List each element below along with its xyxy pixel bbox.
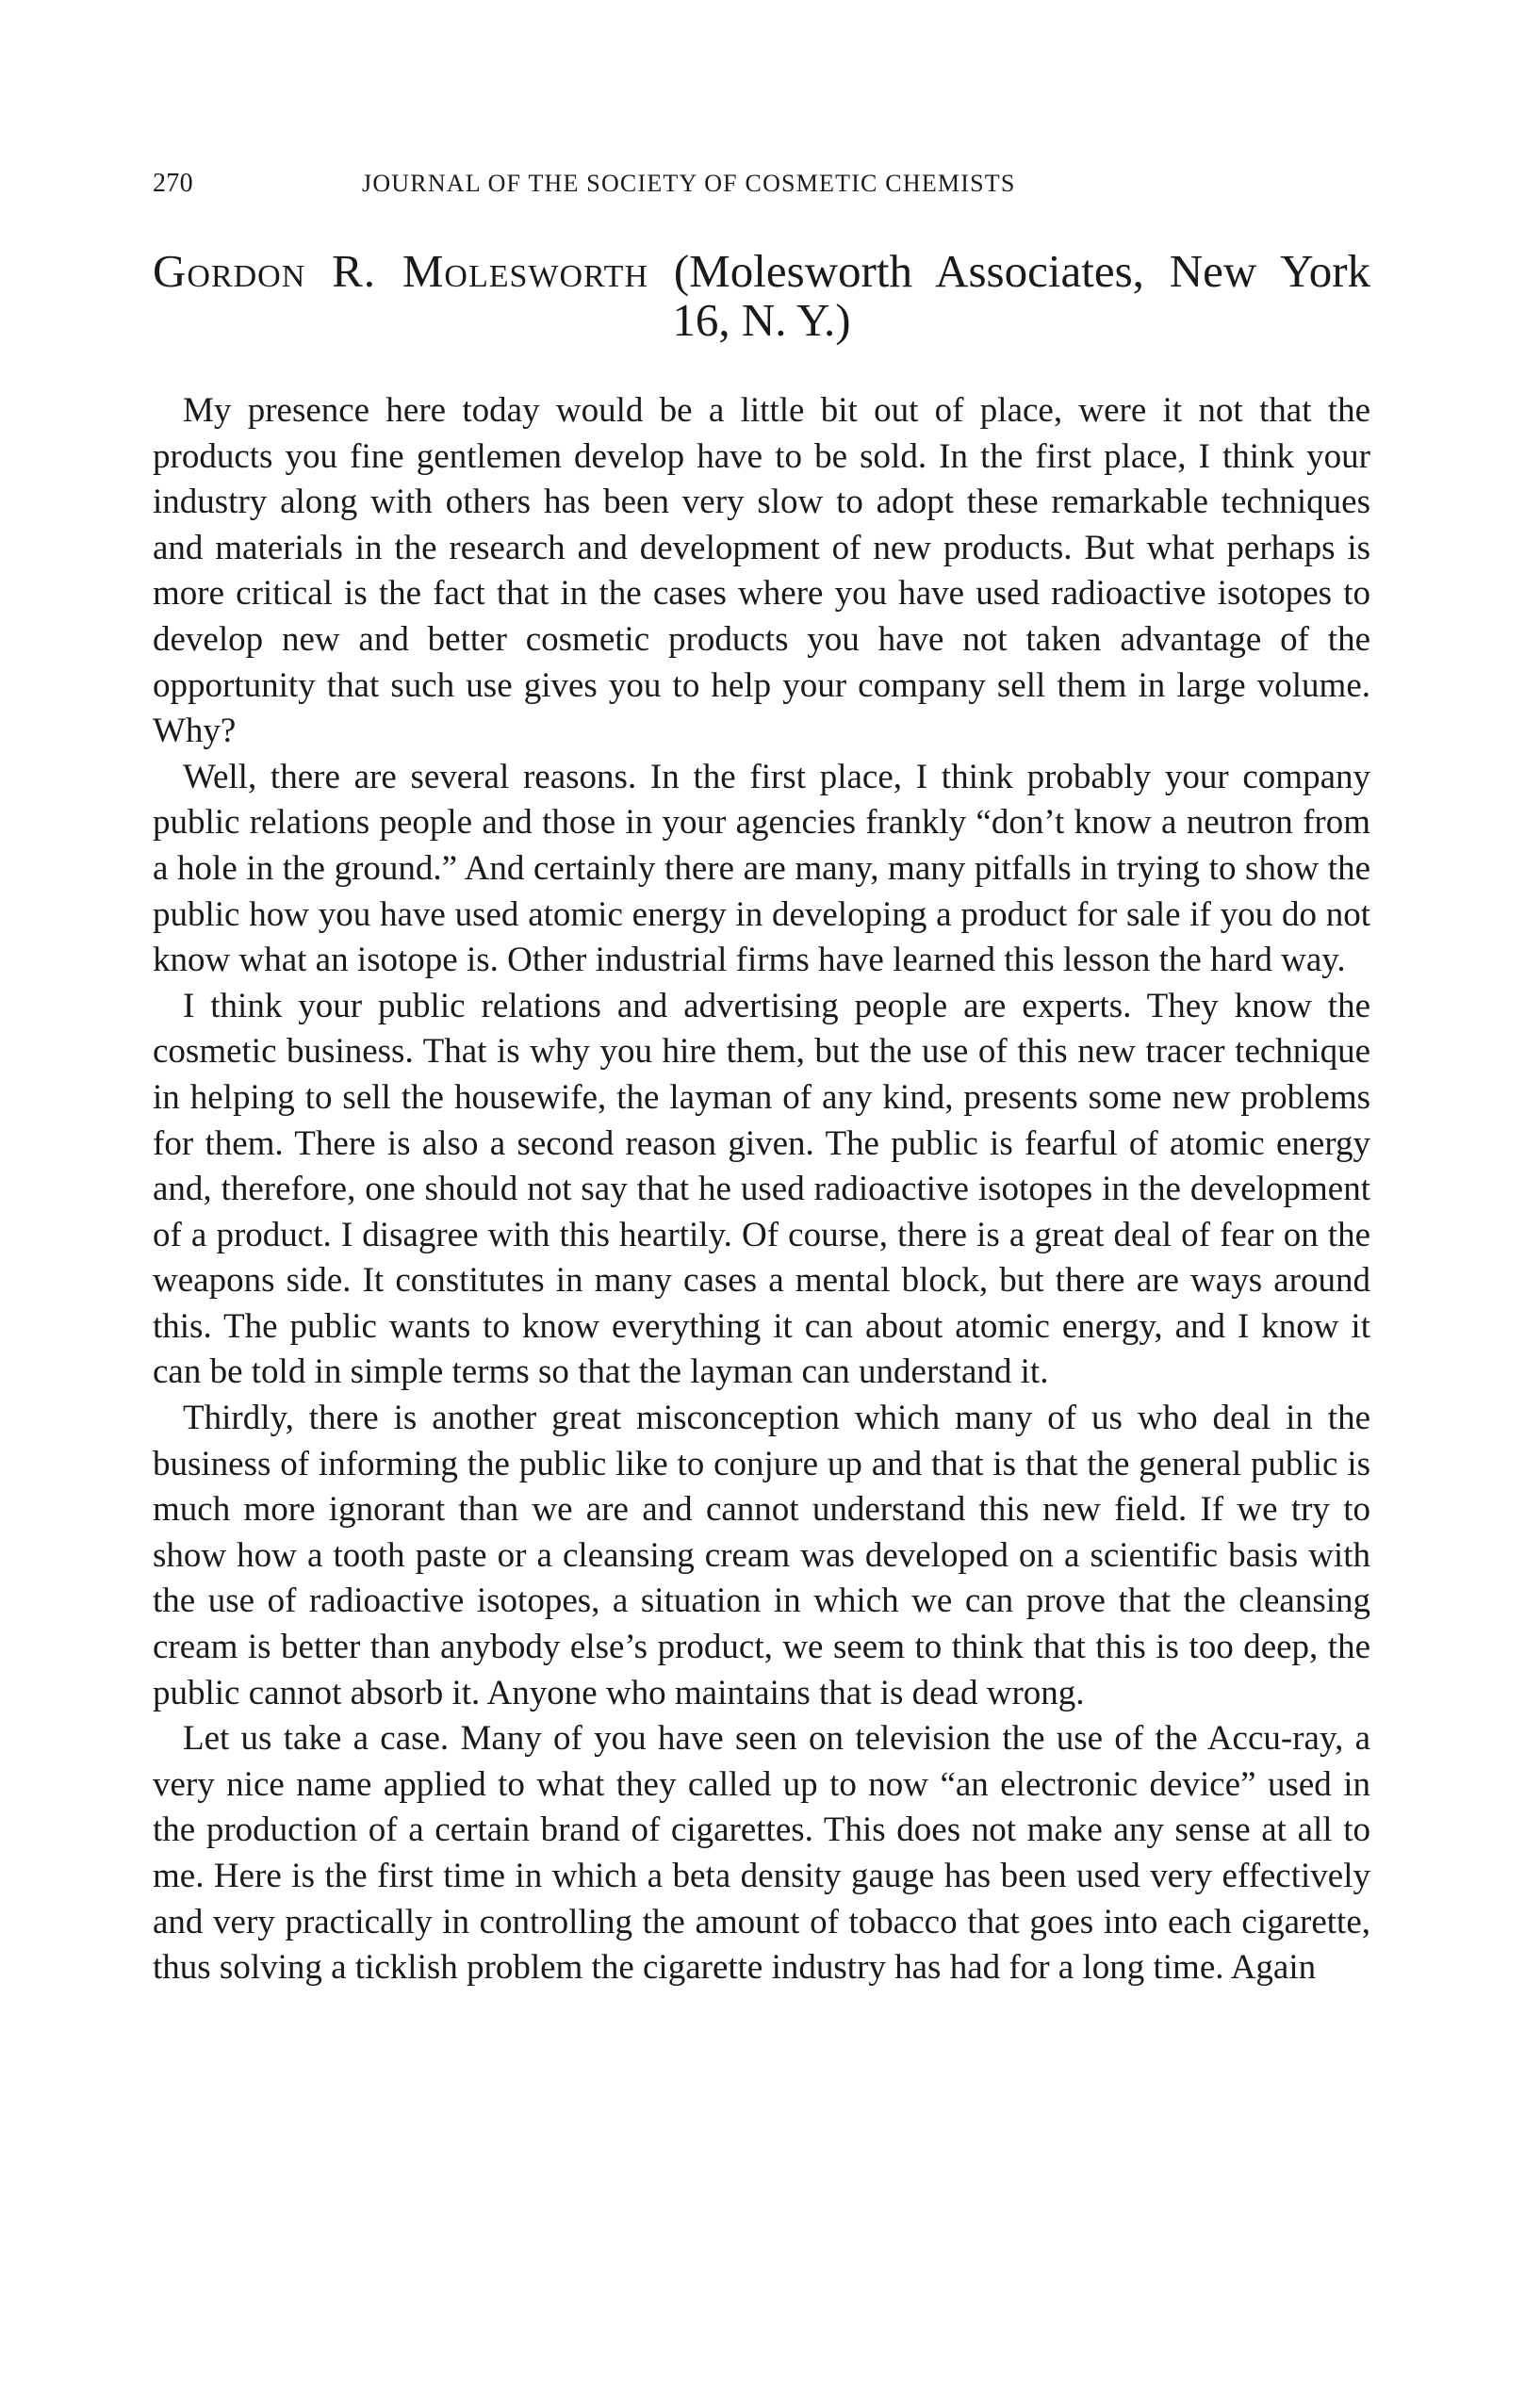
paragraph-5: Let us take a case. Many of you have seen on television the use of the Accu-ray, a very nice name applied to what they called up to now “an electronic device” used in the production of a certain brand of cigarettes. This does not make any sense at all to me. Here is the first time in which a beta density gauge has been used very effectively and very practically in controlling the amount of tobacco that goes into each cigarette, thus solving a ticklish problem the cigarette industry has had for a long time. Again — [153, 1719, 1370, 1988]
running-head — [153, 165, 1378, 203]
paragraph-4: Thirdly, there is another great misconception which many of us who deal in the business of informing the public like to conjure up and that is that the general public is much more ignorant than we are and cannot understand this new field. If we try to show how a tooth paste or a cleansing cream was developed on a scientific basis with the use of radioactive isotopes, a situation in which we can prove that the cleansing cream is better than anybody else’s product, we seem to think that this is too deep, the public cannot absorb it. Anyone who maintains that is dead wrong. — [153, 1399, 1370, 1712]
paragraph-3: I think your public relations and advertising people are experts. They know the cosmetic business. That is why you hire them, but the use of this new tracer technique in helping to sell the housewife, the layman of any kind, presents some new problems for them. There is also a second reason given. The public is fearful of atomic energy and, therefore, one should not say that he used radioactive isotopes in the development of a product. I disagree with this heartily. Of course, there is a great deal of fear on the weapons side. It constitutes in many cases a mental block, but there are ways around this. The public wants to know everything it can about atomic energy, and I know it can be told in simple terms so that the layman can understand it. — [153, 986, 1370, 1392]
paragraph-2: Well, there are several reasons. In the first place, I think probably your company public relations people and those in your agencies frankly “don’t know a neutron from a hole in the ground.” And certainly there are many, many pitfalls in trying to show the public how you have used atomic energy in developing a product for sale if you do not know what an isotope is. Other industrial firms have learned this lesson the hard way. — [153, 757, 1370, 980]
page-number: 270 — [153, 169, 193, 198]
author-heading-line-1 — [153, 247, 1370, 296]
author-heading — [153, 247, 1370, 345]
journal-title: JOURNAL OF THE SOCIETY OF COSMETIC CHEMISTS — [362, 170, 1016, 197]
author-affiliation: (Molesworth Associates, New York — [673, 245, 1371, 297]
article-body — [153, 388, 1370, 1991]
author-affiliation-continued: 16, N. Y.) — [672, 294, 851, 346]
author-name: Gordon R. Molesworth — [153, 245, 649, 297]
paragraph-1: My presence here today would be a little bit out of place, were it not that the products you fine gentlemen develop have to be sold. In the first place, I think your industry along with others has been very slow to adopt these remarkable techniques and materials in the research and development of new products. But what perhaps is more critical is the fact that in the cases where you have used radioactive isotopes to develop new and better cosmetic products you have not taken advantage of the opportunity that such use gives you to help your company sell them in large volume. Why? — [153, 391, 1370, 751]
